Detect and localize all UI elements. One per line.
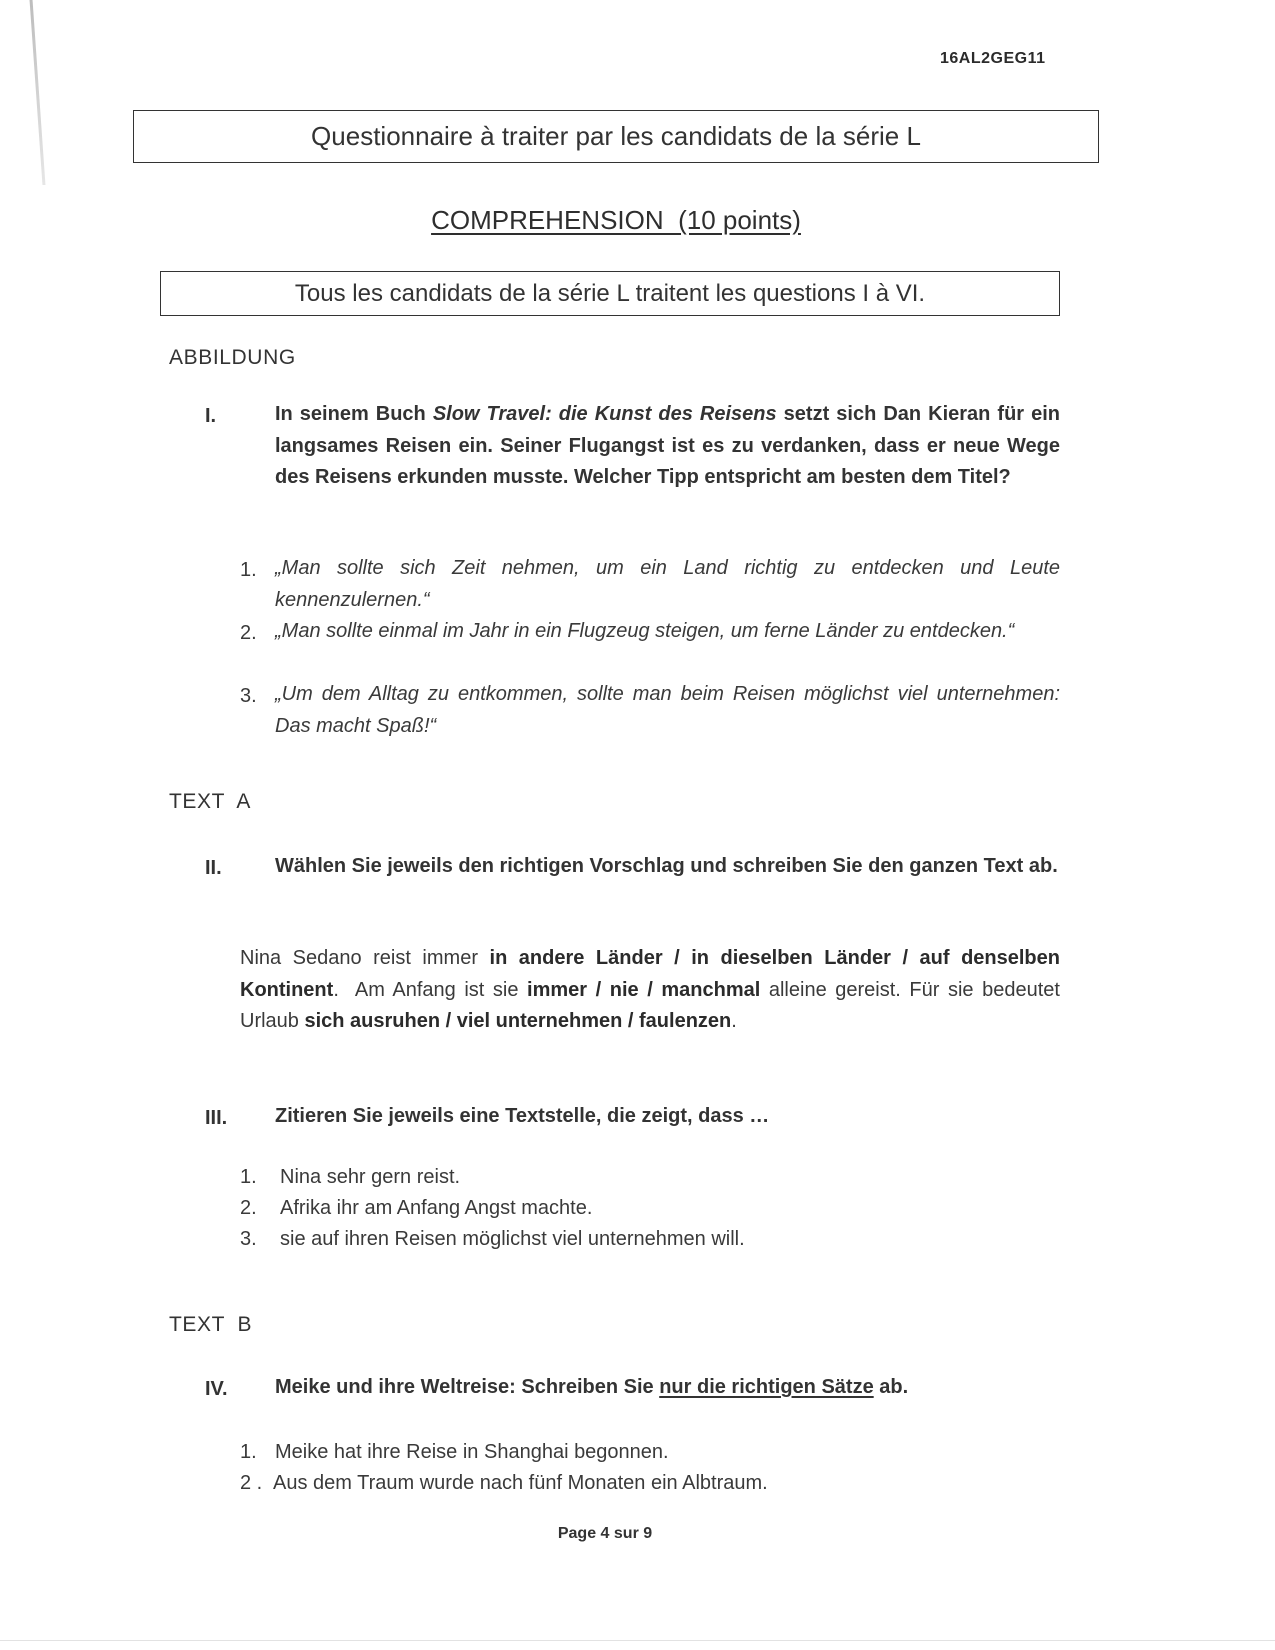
instruction-box — [160, 271, 1060, 316]
question-text — [275, 399, 1060, 494]
list-item-number: 1. — [240, 1441, 257, 1463]
question-text-part: ab. — [873, 1376, 909, 1398]
option-text: „Man sollte einmal im Jahr in ein Flugzeug steigen, um ferne Länder zu entdecken.“ — [275, 620, 1015, 642]
underlined-phrase: nur die richtigen Sätze — [659, 1376, 874, 1398]
option-number: 1. — [240, 559, 257, 581]
scan-edge-shadow — [30, 0, 46, 185]
question-number: III. — [205, 1107, 228, 1129]
book-title: Slow Travel: die Kunst des Reisens — [432, 403, 777, 425]
section-heading-text-a: TEXT A — [169, 790, 252, 813]
list-item-number: 2. — [240, 1197, 257, 1219]
question-text-part: Meike und ihre Weltreise: Schreiben Sie — [275, 1376, 660, 1398]
choice-group: in andere Länder / in dieselben Länder / auf denselben Kontinent — [240, 947, 1060, 1001]
choice-group: immer / nie / manchmal — [527, 978, 761, 1001]
gap-text: Nina Sedano reist immer — [240, 947, 490, 969]
choice-group: sich ausruhen / viel unternehmen / faulenzen — [304, 1010, 732, 1032]
question-text-part: setzt sich Dan Kieran für ein langsames Reisen ein. Seiner Flugangst ist es zu verdanken, dass er neue Wege des Reisens erkunden musste. Welcher Tipp entspricht am besten dem Titel? — [275, 403, 1061, 488]
option-text: „Um dem Alltag zu entkommen, sollte man beim Reisen möglichst viel unternehmen: Das macht Spaß!“ — [275, 683, 1060, 737]
gap-text: . — [731, 1010, 737, 1032]
gap-fill-text — [240, 943, 1060, 1038]
question-number: I. — [205, 405, 217, 427]
scan-bottom-edge — [0, 1640, 1275, 1641]
list-item-number: 3. — [240, 1228, 257, 1250]
list-item: Nina sehr gern reist. — [280, 1166, 461, 1188]
list-item: sie auf ihren Reisen möglichst viel unternehmen will. — [280, 1228, 745, 1250]
question-text-part: In seinem Buch — [275, 403, 433, 425]
title-box — [133, 110, 1099, 163]
option-number: 3. — [240, 685, 257, 707]
list-item-number: 1. — [240, 1166, 257, 1188]
question-text: Zitieren Sie jeweils eine Textstelle, die zeigt, dass … — [275, 1105, 770, 1127]
title-box-text: Questionnaire à traiter par les candidats de la série L — [311, 121, 921, 151]
option-number: 2. — [240, 622, 257, 644]
page-footer: Page 4 sur 9 — [557, 1525, 653, 1542]
list-item-number: 2 . — [240, 1472, 263, 1494]
list-item: Afrika ihr am Anfang Angst machte. — [280, 1197, 593, 1219]
section-heading-text-b: TEXT B — [169, 1313, 253, 1336]
option-text: „Man sollte sich Zeit nehmen, um ein Land richtig zu entdecken und Leute kennenzulernen.“ — [275, 557, 1060, 611]
section-heading-abbildung: ABBILDUNG — [169, 346, 296, 369]
question-text — [275, 1372, 1060, 1404]
list-item: Meike hat ihre Reise in Shanghai begonnen. — [275, 1441, 669, 1463]
gap-text: alleine gereist. Für sie bedeutet Urlaub — [240, 978, 1060, 1032]
main-heading: COMPREHENSION (10 points) — [431, 205, 801, 235]
question-number: IV. — [205, 1378, 228, 1400]
gap-text: . Am Anfang ist sie — [333, 978, 528, 1001]
list-item: Aus dem Traum wurde nach fünf Monaten ein Albtraum. — [273, 1472, 768, 1494]
question-text: Wählen Sie jeweils den richtigen Vorschlag und schreiben Sie den ganzen Text ab. — [275, 855, 1058, 877]
instruction-box-text: Tous les candidats de la série L traitent les questions I à VI. — [294, 279, 926, 307]
document-code: 16AL2GEG11 — [940, 50, 1046, 67]
question-number: II. — [205, 857, 222, 879]
